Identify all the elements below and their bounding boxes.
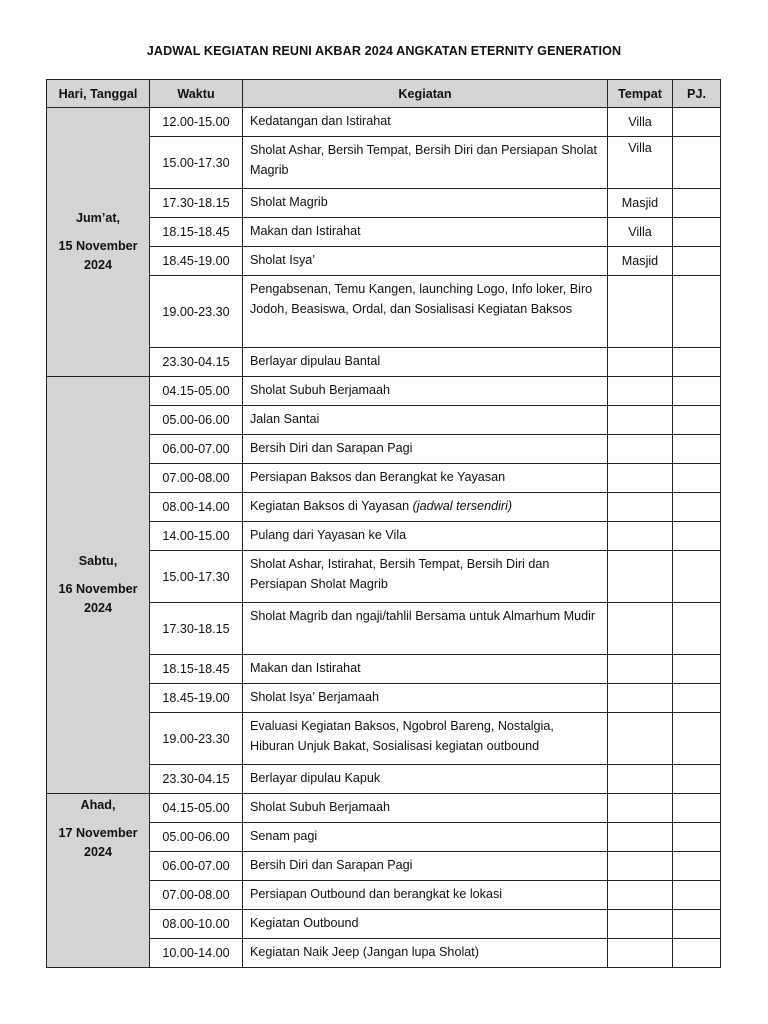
time-cell: 15.00-17.30 (150, 551, 243, 603)
time-cell: 05.00-06.00 (150, 823, 243, 852)
activity-text: Sholat Magrib (250, 195, 328, 210)
table-row (47, 108, 721, 137)
activity-text: Sholat Subuh Berjamaah (250, 383, 391, 398)
place-cell (608, 603, 673, 655)
activity-cell (243, 276, 608, 348)
activity-cell (243, 493, 608, 522)
time-cell: 04.15-05.00 (150, 377, 243, 406)
time-cell: 12.00-15.00 (150, 108, 243, 137)
activity-cell (243, 765, 608, 794)
place-cell (608, 435, 673, 464)
activity-cell (243, 910, 608, 939)
activity-cell (243, 939, 608, 968)
pj-cell (673, 189, 721, 218)
pj-cell (673, 881, 721, 910)
place-cell (608, 551, 673, 603)
schedule-table (46, 79, 721, 968)
activity-cell (243, 247, 608, 276)
activity-cell (243, 406, 608, 435)
table-row (47, 377, 721, 406)
day-date: 17 November (58, 826, 138, 840)
time-cell: 17.30-18.15 (150, 189, 243, 218)
time-cell: 15.00-17.30 (150, 137, 243, 189)
activity-text: Sholat Subuh Berjamaah (250, 800, 391, 815)
header-row (47, 80, 721, 108)
pj-cell (673, 522, 721, 551)
time-cell: 05.00-06.00 (150, 406, 243, 435)
activity-cell (243, 348, 608, 377)
activity-cell (243, 189, 608, 218)
day-gap (51, 228, 145, 237)
pj-cell (673, 218, 721, 247)
pj-cell (673, 493, 721, 522)
pj-cell (673, 910, 721, 939)
activity-cell (243, 137, 608, 189)
pj-cell (673, 794, 721, 823)
pj-cell (673, 406, 721, 435)
activity-text: Makan dan Istirahat (250, 661, 361, 676)
place-cell (608, 493, 673, 522)
activity-cell (243, 522, 608, 551)
place-cell (608, 823, 673, 852)
activity-cell (243, 551, 608, 603)
pj-cell (673, 435, 721, 464)
activity-text: Pulang dari Yayasan ke Vila (250, 528, 407, 543)
activity-text: Persiapan Baksos dan Berangkat ke Yayasan (250, 470, 506, 485)
time-cell: 08.00-10.00 (150, 910, 243, 939)
place-cell (608, 881, 673, 910)
activity-text: Sholat Isya’ Berjamaah (250, 690, 380, 705)
pj-cell (673, 655, 721, 684)
time-cell: 07.00-08.00 (150, 464, 243, 493)
activity-text: Kegiatan Outbound (250, 916, 359, 931)
day-gap (51, 571, 145, 580)
place-cell (608, 713, 673, 765)
activity-text: Berlayar dipulau Kapuk (250, 771, 381, 786)
day-name: Jum’at, (75, 211, 121, 225)
day-year: 2024 (83, 845, 113, 859)
activity-text: Sholat Magrib dan ngaji/tahlil Bersama untuk Almarhum Mudir (250, 609, 596, 623)
pj-cell (673, 137, 721, 189)
activity-cell (243, 108, 608, 137)
time-cell: 14.00-15.00 (150, 522, 243, 551)
pj-cell (673, 603, 721, 655)
place-cell (608, 464, 673, 493)
activity-note: (jadwal tersendiri) (412, 499, 513, 514)
pj-cell (673, 684, 721, 713)
activity-text: Sholat Isya’ (250, 253, 316, 268)
day-year: 2024 (83, 258, 113, 272)
place-cell (608, 939, 673, 968)
activity-text: Sholat Ashar, Bersih Tempat, Bersih Diri dan Persiapan Sholat Magrib (250, 143, 597, 177)
header-pj: PJ. (673, 80, 721, 108)
pj-cell (673, 108, 721, 137)
activity-cell (243, 881, 608, 910)
time-cell: 07.00-08.00 (150, 881, 243, 910)
day-name: Ahad, (80, 798, 116, 812)
day-cell (47, 794, 150, 968)
table-row (47, 794, 721, 823)
activity-text: Evaluasi Kegiatan Baksos, Ngobrol Bareng, Nostalgia, Hiburan Unjuk Bakat, Sosialisasi kegiatan outbound (250, 719, 554, 753)
day-date: 16 November (58, 582, 138, 596)
place-cell (608, 655, 673, 684)
place-cell (608, 406, 673, 435)
place-cell (608, 684, 673, 713)
place-cell: Villa (608, 137, 673, 189)
place-cell (608, 522, 673, 551)
pj-cell (673, 939, 721, 968)
activity-text: Sholat Ashar, Istirahat, Bersih Tempat, Bersih Diri dan Persiapan Sholat Magrib (250, 557, 550, 591)
pj-cell (673, 247, 721, 276)
activity-text: Kegiatan Baksos di Yayasan (250, 499, 413, 514)
pj-cell (673, 276, 721, 348)
place-cell (608, 348, 673, 377)
time-cell: 23.30-04.15 (150, 348, 243, 377)
time-cell: 19.00-23.30 (150, 713, 243, 765)
pj-cell (673, 551, 721, 603)
header-activity: Kegiatan (243, 80, 608, 108)
time-cell: 17.30-18.15 (150, 603, 243, 655)
time-cell: 06.00-07.00 (150, 852, 243, 881)
activity-text: Berlayar dipulau Bantal (250, 354, 381, 369)
place-cell: Villa (608, 108, 673, 137)
activity-text: Jalan Santai (250, 412, 320, 427)
place-cell: Masjid (608, 247, 673, 276)
day-year: 2024 (83, 601, 113, 615)
document-title: JADWAL KEGIATAN REUNI AKBAR 2024 ANGKATAN ETERNITY GENERATION (146, 44, 622, 58)
header-place: Tempat (608, 80, 673, 108)
activity-text: Makan dan Istirahat (250, 224, 361, 239)
place-cell (608, 765, 673, 794)
time-cell: 04.15-05.00 (150, 794, 243, 823)
day-cell (47, 377, 150, 794)
pj-cell (673, 823, 721, 852)
day-cell (47, 108, 150, 377)
activity-cell (243, 713, 608, 765)
activity-cell (243, 852, 608, 881)
place-cell (608, 910, 673, 939)
time-cell: 19.00-23.30 (150, 276, 243, 348)
time-cell: 18.15-18.45 (150, 655, 243, 684)
activity-text: Bersih Diri dan Sarapan Pagi (250, 858, 413, 873)
activity-text: Senam pagi (250, 829, 318, 844)
time-cell: 06.00-07.00 (150, 435, 243, 464)
time-cell: 18.15-18.45 (150, 218, 243, 247)
activity-cell (243, 377, 608, 406)
pj-cell (673, 713, 721, 765)
day-gap (51, 815, 145, 824)
activity-text: Pengabsenan, Temu Kangen, launching Logo, Info loker, Biro Jodoh, Beasiswa, Ordal, dan Sosialisasi Kegiatan Baksos (250, 282, 593, 316)
pj-cell (673, 852, 721, 881)
activity-cell (243, 794, 608, 823)
activity-cell (243, 464, 608, 493)
time-cell: 23.30-04.15 (150, 765, 243, 794)
activity-text: Kegiatan Naik Jeep (Jangan lupa Sholat) (250, 945, 479, 960)
place-cell (608, 852, 673, 881)
activity-cell (243, 684, 608, 713)
time-cell: 18.45-19.00 (150, 247, 243, 276)
activity-text: Persiapan Outbound dan berangkat ke lokasi (250, 887, 503, 902)
time-cell: 18.45-19.00 (150, 684, 243, 713)
activity-cell (243, 823, 608, 852)
activity-cell (243, 655, 608, 684)
place-cell (608, 794, 673, 823)
place-cell (608, 276, 673, 348)
activity-text: Kedatangan dan Istirahat (250, 114, 391, 129)
header-day: Hari, Tanggal (47, 80, 150, 108)
activity-cell (243, 218, 608, 247)
pj-cell (673, 765, 721, 794)
time-cell: 08.00-14.00 (150, 493, 243, 522)
place-cell (608, 377, 673, 406)
day-name: Sabtu, (78, 554, 118, 568)
time-cell: 10.00-14.00 (150, 939, 243, 968)
day-date: 15 November (58, 239, 138, 253)
activity-cell (243, 603, 608, 655)
activity-cell (243, 435, 608, 464)
place-cell: Villa (608, 218, 673, 247)
pj-cell (673, 464, 721, 493)
activity-text: Bersih Diri dan Sarapan Pagi (250, 441, 413, 456)
schedule-body (47, 108, 721, 968)
place-cell: Masjid (608, 189, 673, 218)
pj-cell (673, 377, 721, 406)
header-time: Waktu (150, 80, 243, 108)
pj-cell (673, 348, 721, 377)
